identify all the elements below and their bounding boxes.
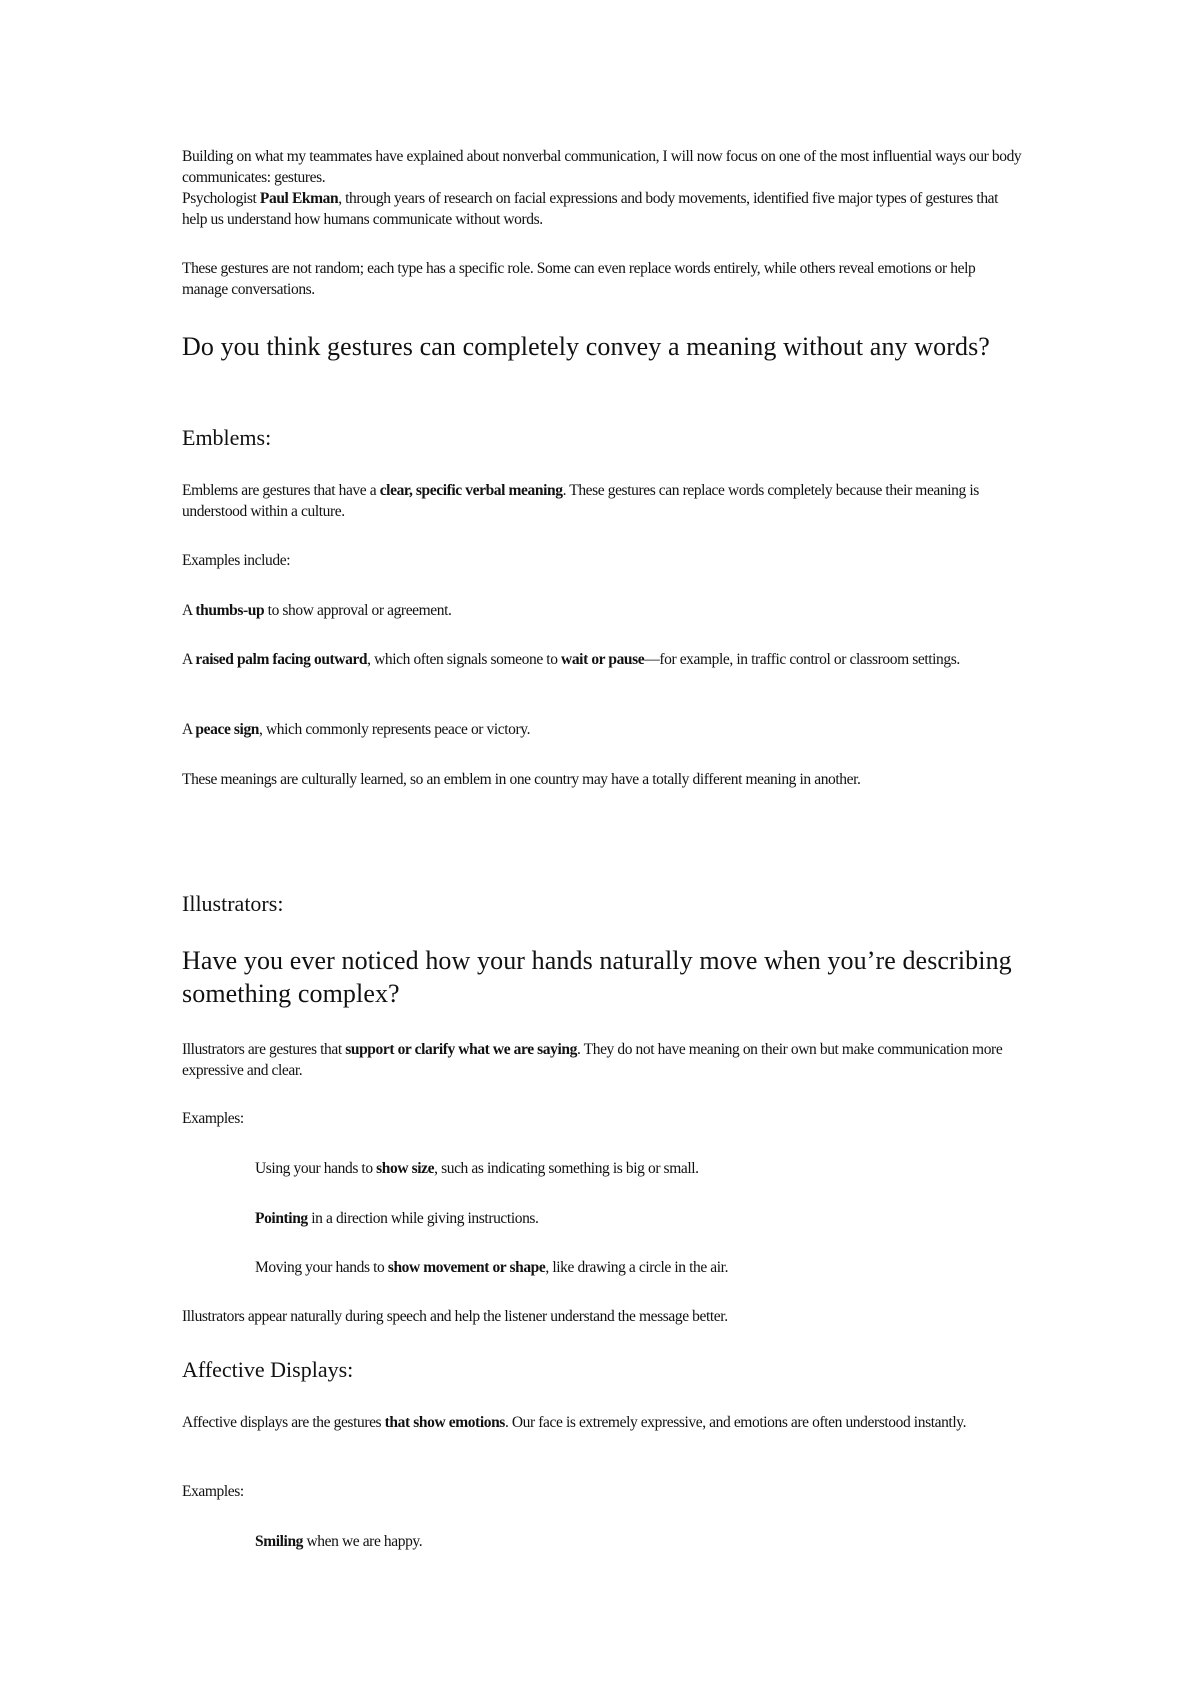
emblems-ex1-bold: thumbs-up — [195, 602, 265, 619]
affective-heading: Affective Displays: — [182, 1357, 354, 1382]
emblems-example-thumbs-up — [182, 600, 1022, 621]
emblems-definition-bold: clear, specific verbal meaning — [379, 482, 563, 499]
emblems-ex2-post: —for example, in traffic control or classroom settings. — [644, 651, 960, 668]
emblems-definition — [182, 480, 1022, 522]
emblems-definition-post: . These gestures can replace words completely because their meaning is understood within a culture. — [182, 482, 979, 520]
illustrators-ex1-pre: Using your hands to — [255, 1160, 377, 1177]
emblems-heading: Emblems: — [182, 425, 272, 450]
intro-paragraph — [182, 146, 1022, 230]
affective-ex1-bold: Smiling — [255, 1533, 304, 1550]
affective-example-smiling — [255, 1531, 1015, 1552]
illustrators-example-pointing — [255, 1208, 1015, 1229]
intro-name-bold: Paul Ekman — [259, 190, 339, 207]
affective-examples-label: Examples: — [182, 1483, 244, 1500]
emblems-definition-pre: Emblems are gestures that have a — [182, 482, 380, 499]
illustrators-heading: Illustrators: — [182, 891, 284, 916]
affective-definition-bold: that show emotions — [384, 1414, 505, 1431]
emblems-ex1-pre: A — [182, 602, 196, 619]
illustrators-example-size — [255, 1158, 1015, 1179]
intro-line-2-pre: Psychologist — [182, 190, 260, 207]
illustrators-ex3-bold: show movement or shape — [387, 1259, 546, 1276]
illustrators-ex3-pre: Moving your hands to — [255, 1259, 388, 1276]
intro-line-1: Building on what my teammates have explained about nonverbal communication, I will now focus on one of the most influential ways our body communicates: gestures. — [182, 148, 1022, 186]
emblems-ex3-post: , which commonly represents peace or victory. — [259, 721, 531, 738]
emblems-ex2-mid: , which often signals someone to — [367, 651, 562, 668]
emblems-ex3-pre: A — [182, 721, 196, 738]
illustrators-definition-post: . They do not have meaning on their own but make communication more expressive and clear. — [182, 1041, 1003, 1079]
emblems-ex2-bold-2: wait or pause — [561, 651, 645, 668]
emblems-ex2-pre: A — [182, 651, 196, 668]
affective-definition-post: . Our face is extremely expressive, and emotions are often understood instantly. — [504, 1414, 967, 1431]
emblems-closing: These meanings are culturally learned, so an emblem in one country may have a totally different meaning in another. — [182, 771, 861, 788]
affective-ex1-post: when we are happy. — [303, 1533, 423, 1550]
illustrators-definition-pre: Illustrators are gestures that — [182, 1041, 346, 1058]
emblems-example-peace-sign — [182, 719, 1022, 740]
question-heading-1: Do you think gestures can completely convey a meaning without any words? — [182, 332, 990, 361]
illustrators-ex1-post: , such as indicating something is big or small. — [434, 1160, 699, 1177]
illustrators-example-movement — [255, 1257, 1015, 1278]
illustrators-ex3-post: , like drawing a circle in the air. — [545, 1259, 729, 1276]
emblems-ex1-post: to show approval or agreement. — [264, 602, 452, 619]
roles-paragraph: These gestures are not random; each type has a specific role. Some can even replace words entirely, while others reveal emotions or help manage conversations. — [182, 260, 976, 298]
illustrators-ex1-bold: show size — [376, 1160, 435, 1177]
emblems-example-raised-palm — [182, 649, 1022, 670]
emblems-ex2-bold: raised palm facing outward — [195, 651, 368, 668]
illustrators-definition — [182, 1039, 1022, 1081]
question-heading-2: Have you ever noticed how your hands naturally move when you’re describing something complex? — [182, 946, 1012, 1008]
emblems-ex3-bold: peace sign — [195, 721, 260, 738]
emblems-examples-label: Examples include: — [182, 552, 291, 569]
illustrators-ex2-post: in a direction while giving instructions. — [307, 1210, 539, 1227]
illustrators-definition-bold: support or clarify what we are saying — [345, 1041, 577, 1058]
illustrators-closing: Illustrators appear naturally during speech and help the listener understand the message better. — [182, 1308, 728, 1325]
affective-definition — [182, 1412, 1022, 1433]
illustrators-examples-label: Examples: — [182, 1110, 244, 1127]
intro-line-2-post: , through years of research on facial expressions and body movements, identified five major types of gestures that help us understand how humans communicate without words. — [182, 190, 999, 228]
affective-definition-pre: Affective displays are the gestures — [182, 1414, 385, 1431]
illustrators-ex2-bold: Pointing — [255, 1210, 308, 1227]
